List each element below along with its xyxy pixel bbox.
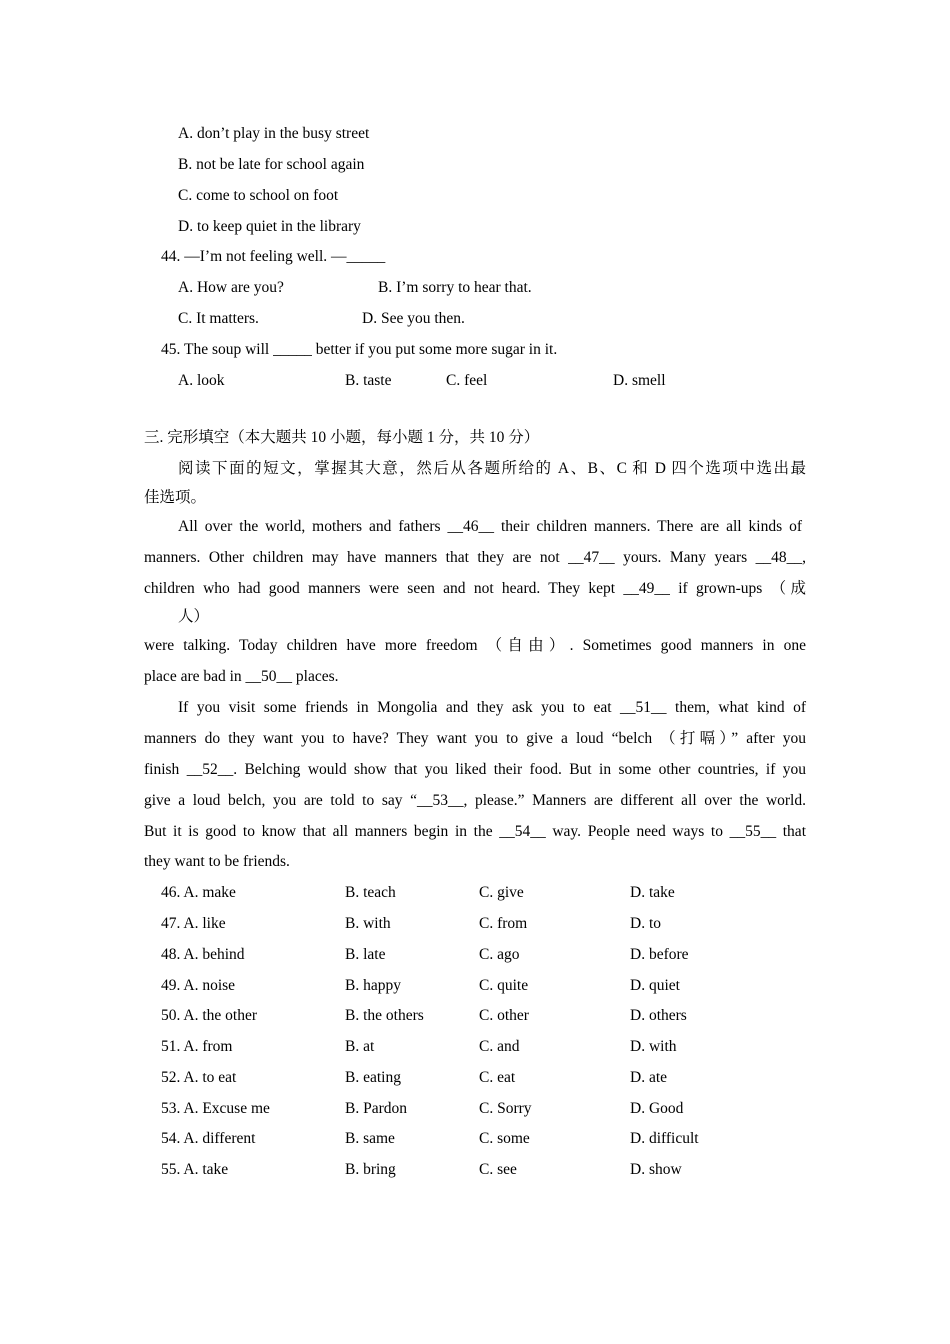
q44-option-d: D. See you then.: [362, 310, 465, 327]
q55-option-a: 55. A. take: [161, 1161, 229, 1178]
q51-option-d: D. with: [630, 1038, 677, 1055]
q46-option-b: B. teach: [345, 884, 396, 901]
q55-option-b: B. bring: [345, 1161, 396, 1178]
q50-option-a: 50. A. the other: [161, 1007, 257, 1024]
q47-option-c: C. from: [479, 915, 528, 932]
q43-option-a: A. don’t play in the busy street: [178, 125, 370, 142]
q52-option-d: D. ate: [630, 1069, 668, 1086]
q55-option-d: D. show: [630, 1161, 682, 1178]
q55-option-c: C. see: [479, 1161, 517, 1178]
q50-option-c: C. other: [479, 1007, 529, 1024]
q52-option-c: C. eat: [479, 1069, 516, 1086]
q45-option-c: C. feel: [446, 372, 488, 389]
q43-option-c: C. come to school on foot: [178, 187, 339, 204]
q46-option-a: 46. A. make: [161, 884, 236, 901]
q49-option-a: 49. A. noise: [161, 977, 236, 994]
q45-option-b: B. taste: [345, 372, 392, 389]
q53-option-c: C. Sorry: [479, 1100, 532, 1117]
q44-option-a: A. How are you?: [178, 279, 284, 296]
q47-option-b: B. with: [345, 915, 391, 932]
q46-option-c: C. give: [479, 884, 524, 901]
q53-option-b: B. Pardon: [345, 1100, 407, 1117]
passage-p2-line-6: they want to be friends.: [144, 853, 290, 870]
q50-option-b: B. the others: [345, 1007, 424, 1024]
q43-option-b: B. not be late for school again: [178, 156, 365, 173]
q45-option-d: D. smell: [613, 372, 666, 389]
q51-option-b: B. at: [345, 1038, 375, 1055]
passage-p1-line-1: All over the world, mothers and fathers __46__ their children manners. There are all kinds of: [178, 518, 802, 535]
q50-option-d: D. others: [630, 1007, 687, 1024]
q44-option-c: C. It matters.: [178, 310, 259, 327]
q52-option-a: 52. A. to eat: [161, 1069, 237, 1086]
q44-option-b: B. I’m sorry to hear that.: [378, 279, 532, 296]
passage-p2-line-3: finish __52__. Belching would show that you liked their food. But in some other countries, if you: [144, 761, 806, 778]
passage-p1-line-4: were talking. Today children have more freedom （自由）. Sometimes good manners in one: [144, 637, 806, 654]
q45-stem: 45. The soup will _____ better if you put some more sugar in it.: [161, 341, 558, 358]
q51-option-a: 51. A. from: [161, 1038, 233, 1055]
passage-p2-line-4: give a loud belch, you are told to say “__53__, please.” Manners are different all over the world.: [144, 792, 806, 809]
q54-option-c: C. some: [479, 1130, 530, 1147]
q46-option-d: D. take: [630, 884, 675, 901]
q45-option-a: A. look: [178, 372, 225, 389]
passage-p1-line-3: children who had good manners were seen and not heard. They kept __49__ if grown-ups （成: [144, 580, 806, 597]
q48-option-c: C. ago: [479, 946, 520, 963]
q49-option-c: C. quite: [479, 977, 529, 994]
q52-option-b: B. eating: [345, 1069, 401, 1086]
q47-option-d: D. to: [630, 915, 661, 932]
q49-option-d: D. quiet: [630, 977, 680, 994]
q48-option-b: B. late: [345, 946, 386, 963]
passage-p1-line-5: place are bad in __50__ places.: [144, 668, 339, 685]
instruction-line-2: 佳选项。: [144, 489, 207, 506]
q48-option-a: 48. A. behind: [161, 946, 245, 963]
passage-p1-line-3b: 人）: [178, 608, 210, 625]
q47-option-a: 47. A. like: [161, 915, 226, 932]
q54-option-a: 54. A. different: [161, 1130, 256, 1147]
q51-option-c: C. and: [479, 1038, 520, 1055]
instruction-line-1: 阅读下面的短文，掌握其大意，然后从各题所给的 A、B、C 和 D 四个选项中选出最: [178, 460, 806, 477]
q54-option-d: D. difficult: [630, 1130, 699, 1147]
passage-p1-line-2: manners. Other children may have manners that they are not __47__ yours. Many years __48__,: [144, 549, 806, 566]
passage-p2-line-2: manners do they want you to have? They want you to give a loud “belch （打嗝）” after you: [144, 730, 806, 747]
q44-stem: 44. —I’m not feeling well. —_____: [161, 248, 386, 265]
q53-option-d: D. Good: [630, 1100, 684, 1117]
q49-option-b: B. happy: [345, 977, 401, 994]
q48-option-d: D. before: [630, 946, 689, 963]
passage-p2-line-1: If you visit some friends in Mongolia and they ask you to eat __51__ them, what kind of: [178, 699, 806, 716]
q53-option-a: 53. A. Excuse me: [161, 1100, 270, 1117]
passage-p2-line-5: But it is good to know that all manners begin in the __54__ way. People need ways to __55__ that: [144, 823, 806, 840]
q43-option-d: D. to keep quiet in the library: [178, 218, 361, 235]
q54-option-b: B. same: [345, 1130, 395, 1147]
section-heading: 三. 完形填空（本大题共 10 小题，每小题 1 分，共 10 分）: [144, 429, 540, 446]
